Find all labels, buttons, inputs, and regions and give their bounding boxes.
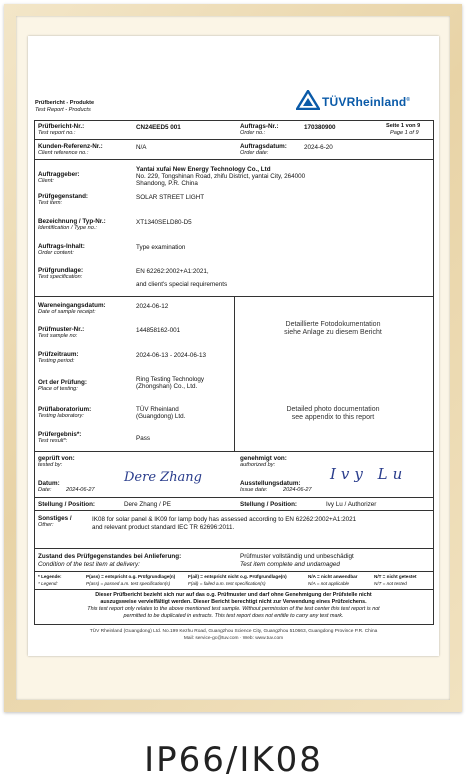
client-label: Auftraggeber: <box>38 171 80 178</box>
order-content-value: Type examination <box>136 244 186 251</box>
laboratory-line-2: (Guangdong) Ltd. <box>136 413 186 420</box>
tested-by-label: geprüft von: <box>38 455 75 462</box>
other-label-en: Other: <box>38 522 54 528</box>
condition-value-en: Test item complete and undamaged <box>240 561 340 568</box>
order-content-label: Auftrags-Inhalt: <box>38 243 85 250</box>
row-divider <box>34 571 433 572</box>
column-divider <box>234 296 235 451</box>
footer-address: TÜV Rheinland (Guangdong) Ltd. No.199 Kezhu Road, Guangzhou Science City, Guangzhou 510663, Guangdong Province P.R. China <box>89 629 378 634</box>
test-report-document <box>28 36 439 656</box>
row-divider <box>34 510 433 511</box>
test-spec-line-2: and client's special requirements <box>136 281 228 288</box>
legend-en-fail: F(ail) = failed a.m. test specification(s) <box>188 581 266 586</box>
approver-position-value: Ivy Lu / Authorizer <box>326 501 377 508</box>
photo-note-en-line-2: see appendix to this report <box>291 414 375 422</box>
order-no-value: 170380900 <box>304 124 336 131</box>
footer-contact: Mail: service-gc@tuv.com · Web: www.tuv.com <box>183 636 284 641</box>
tester-position-value: Dere Zhang / PE <box>124 501 171 508</box>
page-indicator-en: Page 1 of 9 <box>390 130 419 136</box>
row-divider <box>34 497 433 498</box>
disclaimer-de-1: Dieser Prüfbericht bezieht sich nur auf das o.g. Prüfmuster und darf ohne Genehmigung der Prüfstelle nicht <box>95 592 372 598</box>
authorized-by-label: genehmigt von: <box>240 455 287 462</box>
tested-by-label-en: tested by: <box>38 462 63 468</box>
test-item-value: SOLAR STREET LIGHT <box>136 194 205 201</box>
brand-name: TÜVRheinland <box>322 95 407 109</box>
client-ref-label-en: Client reference no.: <box>38 150 89 156</box>
result-value: Pass <box>136 435 150 442</box>
testing-period-label-en: Testing period: <box>38 358 75 364</box>
receipt-date-value: 2024-06-12 <box>136 303 169 310</box>
tested-date-value: 2024-06-27 <box>66 487 95 493</box>
order-date-label-en: Order date: <box>240 150 269 156</box>
report-no-label-en: Test report no.: <box>38 130 76 136</box>
legend-de-title: * Legende: <box>38 574 62 579</box>
report-title-en: Test Report - Products <box>35 107 91 113</box>
test-spec-line-1: EN 62262:2002+A1:2021, <box>136 268 209 275</box>
disclaimer-de-2: auszugsweise vervielfältigt werden. Dieser Bericht berechtigt nicht zur Verwendung eines Prüfzeichens. <box>100 599 367 605</box>
photo-note-de-line-1: Detaillierte Fotodokumentation <box>285 321 381 328</box>
tuv-triangle-logo-icon <box>296 90 320 110</box>
report-no-label: Prüfbericht-Nr.: <box>38 123 85 130</box>
laboratory-label: Prüflaboratorium: <box>38 406 92 413</box>
authorized-by-label-en: authorized by: <box>240 462 276 468</box>
receipt-date-label-en: Date of sample receipt: <box>38 309 96 315</box>
result-label-en: Test result*: <box>38 438 68 444</box>
brand-logo-text <box>322 96 410 110</box>
condition-label: Zustand des Prüfgegenstandes bei Anlieferung: <box>38 553 182 560</box>
result-label: Prüfergebnis*: <box>38 431 82 438</box>
legend-de-nt: N/T = nicht getestet <box>374 574 417 579</box>
test-spec-label-en: Test specification: <box>38 274 83 280</box>
order-no-label: Auftrags-Nr.: <box>240 123 279 130</box>
legend-en-na: N/A = not applicable <box>308 581 350 586</box>
row-divider <box>34 548 433 549</box>
testing-period-label: Prüfzeitraum: <box>38 351 79 358</box>
tester-signature: Dere Zhang <box>124 470 203 485</box>
identification-value: XT1340SELD80-D5 <box>136 219 192 226</box>
testing-period-value: 2024-06-13 - 2024-06-13 <box>136 352 207 359</box>
test-item-label: Prüfgegenstand: <box>38 193 89 200</box>
row-divider <box>34 451 433 452</box>
client-name: Yantai xufai New Energy Technology Co., Ltd <box>136 166 271 173</box>
sample-no-value: 144858162-001 <box>136 327 181 334</box>
order-date-label: Auftragsdatum: <box>240 143 287 150</box>
place-line-2: (Zhongshan) Co., Ltd. <box>136 383 198 390</box>
condition-value: Prüfmuster vollständig und unbeschädigt <box>240 553 354 560</box>
approver-position-label: Stellung / Position: <box>240 501 298 508</box>
row-divider <box>34 159 433 160</box>
legend-en-pass: P(ass) = passed a.m. test specification(s) <box>86 581 171 586</box>
date-label: Datum: <box>38 480 60 487</box>
other-line-2: and relevant product standard IEC TR 62696:2011. <box>92 524 235 531</box>
sample-no-label-en: Test sample no: <box>38 333 78 339</box>
place-label: Ort der Prüfung: <box>38 379 87 386</box>
order-date-value: 2024-6-20 <box>304 144 333 151</box>
legend-en-title: * Legend: <box>38 581 58 586</box>
test-spec-label: Prüfgrundlage: <box>38 267 84 274</box>
photo-note-de <box>234 321 432 338</box>
other-label: Sonstiges / <box>38 515 72 522</box>
identification-label-en: Identification / Type no.: <box>38 225 97 231</box>
test-item-label-en: Test item: <box>38 200 63 206</box>
page-indicator: Seite 1 von 9 <box>386 123 421 129</box>
laboratory-line-1: TÜV Rheinland <box>136 406 179 413</box>
photo-note-de-line-2: siehe Anlage zu diesem Bericht <box>284 329 382 337</box>
client-ref-label: Kunden-Referenz-Nr.: <box>38 143 103 150</box>
place-line-1: Ring Testing Technology <box>136 376 205 383</box>
place-label-en: Place of testing: <box>38 386 78 392</box>
date-label-en: Date: <box>38 487 52 493</box>
client-label-en: Client: <box>38 178 54 184</box>
issue-date-label-en: Issue date: <box>240 487 268 493</box>
receipt-date-label: Wareneingangsdatum: <box>38 302 106 309</box>
report-no-value: CN24EED5 001 <box>136 124 181 131</box>
legend-de-fail: F(ail) = entspricht nicht o.g. Prüfgrundlage(n) <box>188 574 287 579</box>
photo-note-en-line-1: Detailed photo documentation <box>286 406 380 413</box>
condition-label-en: Condition of the test item at delivery: <box>38 561 140 568</box>
report-title-de: Prüfbericht - Produkte <box>35 100 95 106</box>
product-rating-caption: IP66/IK08 <box>144 740 323 780</box>
client-ref-value: N/A <box>136 144 147 151</box>
client-address-2: Shandong, P.R. China <box>136 180 198 187</box>
row-divider <box>34 139 433 140</box>
other-line-1: IK08 for solar panel & IK09 for lamp body has assessed according to EN 62262:2002+A1:2021 <box>92 516 357 523</box>
approver-signature: Ivy Lu <box>330 465 408 483</box>
order-content-label-en: Order content: <box>38 250 74 256</box>
client-address-1: No. 229, Tongshinan Road, zhifu District, yantai City, 264000 <box>136 173 306 180</box>
legend-de-na: N/A = nicht anwendbar <box>308 574 358 579</box>
legend-en-nt: N/T = not tested <box>374 581 407 586</box>
sample-no-label: Prüfmuster-Nr.: <box>38 326 85 333</box>
order-no-label-en: Order no.: <box>240 130 266 136</box>
identification-label: Bezeichnung / Typ-Nr.: <box>38 218 106 225</box>
photo-note-en <box>234 406 432 423</box>
issue-date-label: Ausstellungsdatum: <box>240 480 301 487</box>
brand-mark: ® <box>406 97 411 103</box>
legend-de-pass: P(ass) = entspricht o.g. Prüfgrundlage(n) <box>86 574 176 579</box>
tester-position-label: Stellung / Position: <box>38 501 96 508</box>
disclaimer-en-1: This test report only relates to the above mentioned test sample. Without permission of the test center this test report is not <box>87 606 380 612</box>
issue-date-value: 2024-06-27 <box>283 487 312 493</box>
disclaimer-en-2: permitted to be duplicated in extracts. This test report does not entitle to carry any test mark. <box>123 613 344 619</box>
laboratory-label-en: Testing laboratory: <box>38 413 84 419</box>
